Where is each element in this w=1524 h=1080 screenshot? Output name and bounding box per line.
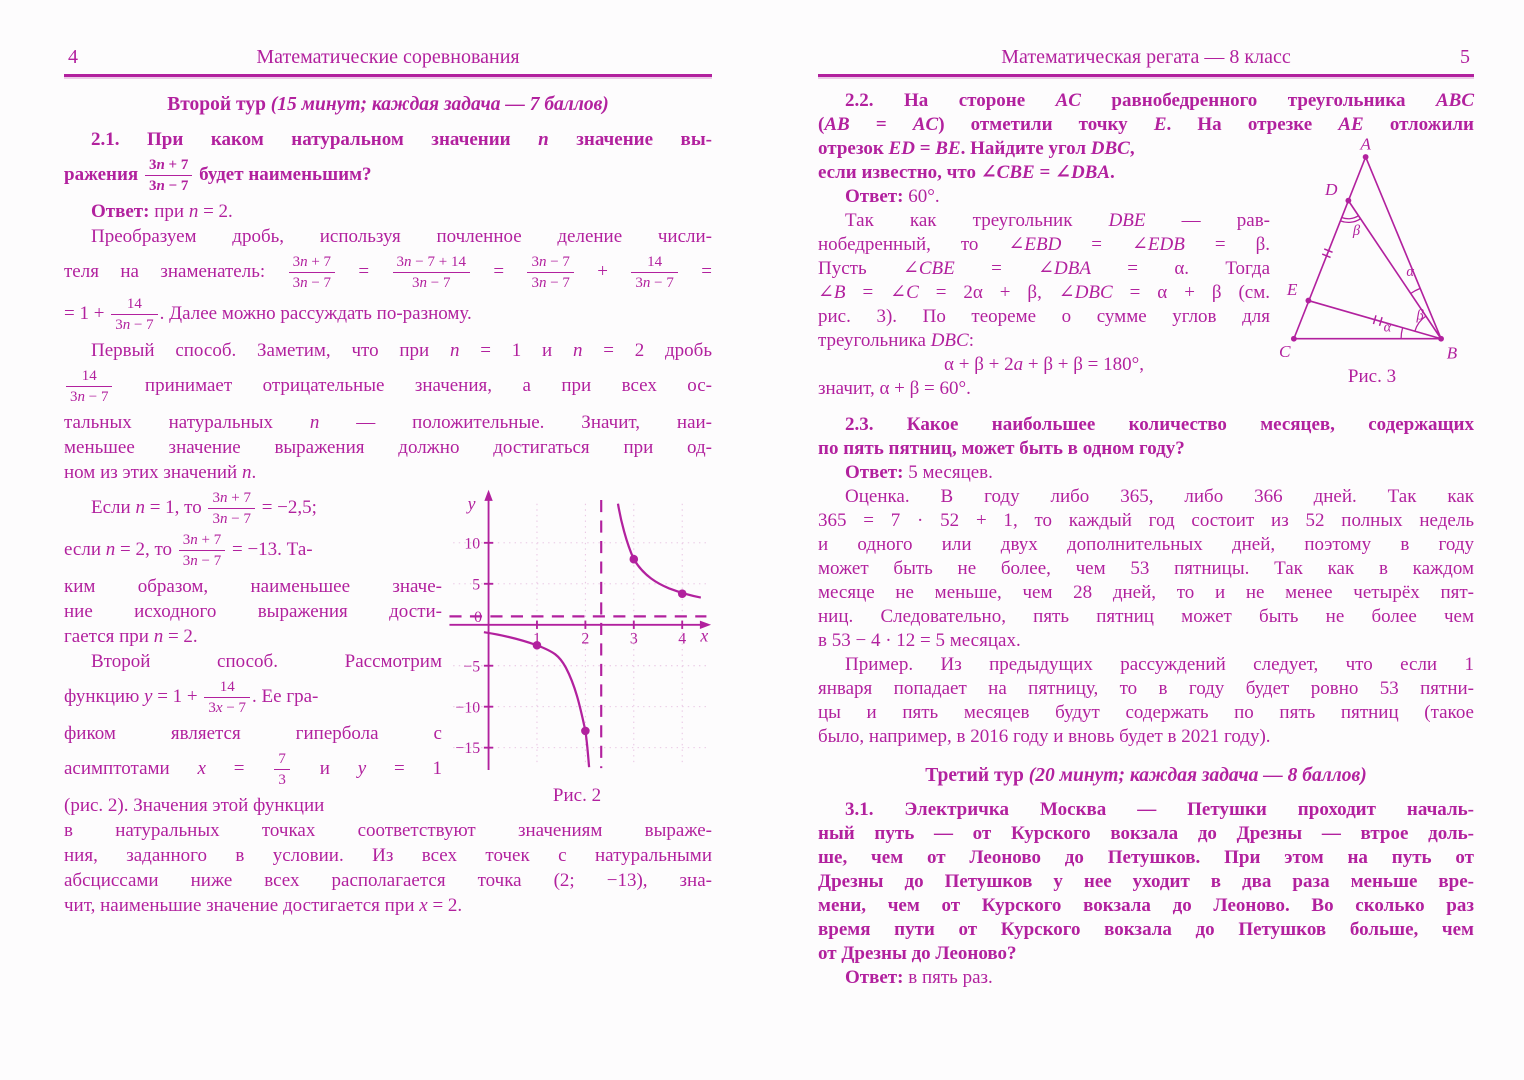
axes [449,498,702,770]
text-line: Если n = 1, то $\frac{3n + 7}{3n - 7}$ = −2,5; [91,490,317,527]
text-line: асимптотами x = $\frac{7}{3}$ и y = 1 [64,751,443,788]
text-line: фиком является гипербола с [64,723,442,744]
solution-2-1-tail [64,818,712,918]
text-line: если известно, что ∠CBE = ∠DBA. [818,162,1115,183]
vertex-labels [1279,137,1458,363]
side-AB [1366,157,1441,339]
text-line: месяце не меньше, чем 28 дней, то и не менее четырёх пят- [818,582,1474,603]
text-line: Пусть ∠CBE = ∠DBA = α. Тогда [818,258,1270,279]
text-line: в 53 − 4 · 12 = 5 месяцах. [818,630,1021,651]
text-line: Дрезны до Петушков у нее уходит в два раза меньше вре- [818,871,1474,892]
triangle-diagram [1272,137,1472,366]
problem-3-1-block [818,798,1474,990]
y-tick-neg5: −5 [463,658,481,676]
angle-labels [1352,223,1425,335]
figure-3 [1270,137,1474,388]
figure-2-caption: Рис. 2 [552,785,602,806]
text-line: гается при n = 2. [64,626,198,647]
text-line: рис. 3). По теореме о сумме углов для [818,306,1270,327]
text-figure-row [64,485,712,818]
y-tick-neg10: −10 [455,699,481,717]
text-line: Ответ: в пять раз. [845,967,993,988]
figure-3-caption: Рис. 3 [1347,366,1397,387]
text-line: значит, α + β = 60°. [818,378,971,399]
text-line: ким образом, наименьшее значе- [64,576,442,597]
fraction: $\frac{7}{3}$ [272,751,292,788]
angle-beta-at-D: β [1352,223,1361,240]
page-number: 5 [1460,46,1470,68]
running-title: Математические соревнования [256,46,520,68]
text-line: 2.1. При каком натуральном значении n значение вы- [91,129,712,150]
text-line: 365 = 7 · 52 + 1, то каждый год состоит из 52 полных недель [818,510,1474,531]
marked-points [533,555,687,735]
y-axis-arrow [484,490,492,501]
x-tick-4: 4 [678,630,687,648]
fraction: $\frac{3n - 7 + 14}{3n - 7}$ [391,254,472,291]
round-heading-2 [64,92,712,117]
text-line: ниц. Следовательно, пять пятниц может быть не более чем [818,606,1474,627]
text-line: меньшее значение выражения должно достигаться при од- [64,437,712,458]
text-line: в натуральных точках соответствуют значениям выраже- [64,820,712,841]
round-heading-3 [818,764,1474,788]
label-A: A [1360,137,1371,154]
hyperbola-plot [442,485,712,785]
fraction: $\frac{14}{3n - 7}$ [64,368,114,405]
running-title: Математическая регата — 8 класс [1001,46,1291,68]
text-line: было, например, в 2016 году и вновь будет в 2021 году). [818,726,1271,747]
text-line: Третий тур (20 минут; каждая задача — 8 баллов) [925,765,1367,786]
fraction: $\frac{3n + 7}{3n - 7}$ [206,490,256,527]
text-line: ше, чем от Леоново до Петушков. При этом на путь от [818,847,1474,868]
solution-2-2-column [818,137,1270,401]
vertex-C [1291,336,1297,342]
axis-tick-labels [455,535,686,757]
text-line: января попадает на пятницу, то в году будет ровно 53 пятни- [818,678,1474,699]
fraction: $\frac{14}{3n - 7}$ [109,296,159,333]
text-line: ∠B = ∠C = 2α + β, ∠DBC = α + β (см. [818,282,1271,303]
problem-2-3-block [818,413,1474,749]
text-line: если n = 2, то $\frac{3n + 7}{3n - 7}$ = −13. Та- [64,532,313,569]
solution-2-1-column [64,485,442,818]
problem-2-2-top [818,89,1474,137]
text-line: Пример. Из предыдущих рассуждений следует, что если 1 [845,654,1474,675]
figure-2 [442,485,712,807]
text-figure-row [818,137,1474,401]
page-right [818,46,1474,990]
x-tick-2: 2 [581,630,590,648]
fraction: $\frac{3n + 7}{3n - 7}$ [143,157,194,194]
y-tick-neg15: −15 [455,740,481,758]
text-line: абсциссами ниже всех располагается точка (2; −13), зна- [64,870,712,891]
fraction: $\frac{3n + 7}{3n - 7}$ [177,532,227,569]
page-header-right [818,46,1474,77]
page-left [64,46,712,918]
angle-beta-DBE: β [1416,307,1424,324]
text-line: теля на знаменатель: $\frac{3n + 7}{3n - 7}$ = $\frac{3n - 7 + 14}{3n - 7}$ = $\frac{3n - 7}{3n - 7}$ + $\frac{14}{3n - 7}$ = [64,254,712,291]
text-line: Второй тур (15 минут; каждая задача — 7 баллов) [167,94,609,115]
text-line: $\frac{14}{3n - 7}$ принимает отрицательные значения, а при всех ос- [64,368,712,405]
segment-DB [1348,201,1441,339]
label-E: E [1286,280,1298,300]
text-line: Ответ: 5 месяцев. [845,462,993,483]
x-tick-3: 3 [629,630,638,648]
text-line: нобедренный, то ∠EBD = ∠EDB = β. [818,234,1270,255]
problem-2-1-block [64,127,712,485]
label-B: B [1446,343,1458,363]
point-2-neg13 [581,727,590,736]
label-D: D [1324,180,1338,200]
fraction: $\frac{14}{3x - 7}$ [202,679,252,716]
point-3-8 [630,555,639,564]
text-line: время пути от Курского вокзала до Петушков больше, чем [818,919,1474,940]
text-line: Преобразуем дробь, используя почленное деление числи- [91,226,712,247]
origin-label: 0 [474,608,483,626]
text-line: цы и пять месяцев будут содержать по пять пятниц (такое [818,702,1474,723]
point-4-3_8 [678,589,687,598]
page-header-left [64,46,712,77]
text-line: ния, заданного в условии. Из всех точек с натуральными [64,845,712,866]
fraction: $\frac{3n - 7}{3n - 7}$ [525,254,575,291]
vertex-B [1438,336,1444,342]
text-line: отрезок ED = BE. Найдите угол DBC, [818,138,1135,159]
text-line: 2.2. На стороне AC равнобедренного треугольника ABC [845,90,1474,111]
text-line: может быть не более, чем 53 пятницы. Так как в каждом [818,558,1474,579]
text-line: (AB = AC) отметили точку E. На отрезке AE отложили [818,114,1474,135]
text-line: функцию y = 1 + $\frac{14}{3x - 7}$ . Ее гра- [64,679,319,716]
text-line: и одного или двух дополнительных дней, поэтому в году [818,534,1474,555]
y-tick-5: 5 [472,576,481,594]
text-line: 3.1. Электричка Москва — Петушки проходит началь- [845,799,1474,820]
x-axis-label: x [700,625,709,646]
text-line: Ответ: при n = 2. [91,201,233,222]
equal-segment-ticks [1322,249,1382,326]
text-line: (рис. 2). Значения этой функции [64,795,325,816]
label-C: C [1279,341,1291,361]
text-line: 2.3. Какое наибольшее количество месяцев, содержащих [845,414,1474,435]
y-tick-10: 10 [464,535,481,553]
text-line: Так как треугольник DBE — рав- [845,210,1271,231]
text-line: α + β + 2a + β + β = 180°, [944,354,1144,375]
text-line: ный путь — от Курского вокзала до Дрезны — втрое доль- [818,823,1474,844]
fraction: $\frac{14}{3n - 7}$ [629,254,679,291]
angle-alpha-ABD: α [1406,264,1414,281]
text-line: Первый способ. Заметим, что при n = 1 и n = 2 дробь [91,340,712,361]
vertex-E [1305,298,1311,304]
text-line: ражения $\frac{3n + 7}{3n - 7}$ будет наименьшим? [64,157,372,194]
arc-angle-D-inner [1342,216,1359,219]
arc-angle-ABD [1411,288,1421,293]
vertex-A [1363,154,1369,160]
text-line: мени, чем от Курского вокзала до Леоново. Во сколько раз [818,895,1474,916]
page-number: 4 [68,46,78,68]
arc-angle-EBC [1401,328,1403,339]
text-line: Ответ: 60°. [845,186,940,207]
hyperbola-curve [484,504,701,767]
text-line: по пять пятниц, может быть в одном году? [818,438,1185,459]
angle-alpha-EBC: α [1383,319,1392,336]
vertex-D [1345,198,1351,204]
y-axis-label: y [467,493,476,514]
text-line: ние исходного выражения дости- [64,601,442,622]
fraction: $\frac{3n + 7}{3n - 7}$ [287,254,337,291]
text-line: Оценка. В году либо 365, либо 366 дней. Так как [845,486,1474,507]
text-line: Второй способ. Рассмотрим [91,651,442,672]
text-line: от Дрезны до Леоново? [818,943,1017,964]
text-line: ном из этих значений n. [64,462,257,483]
text-line: треугольника DBC: [818,330,974,351]
text-line: чит, наименьшие значение достигается при x = 2. [64,895,463,916]
text-line: = 1 + $\frac{14}{3n - 7}$ . Далее можно рассуждать по-разному. [64,296,472,333]
x-tick-1: 1 [533,630,541,648]
text-line: тальных натуральных n — положительные. Значит, наи- [64,412,713,433]
